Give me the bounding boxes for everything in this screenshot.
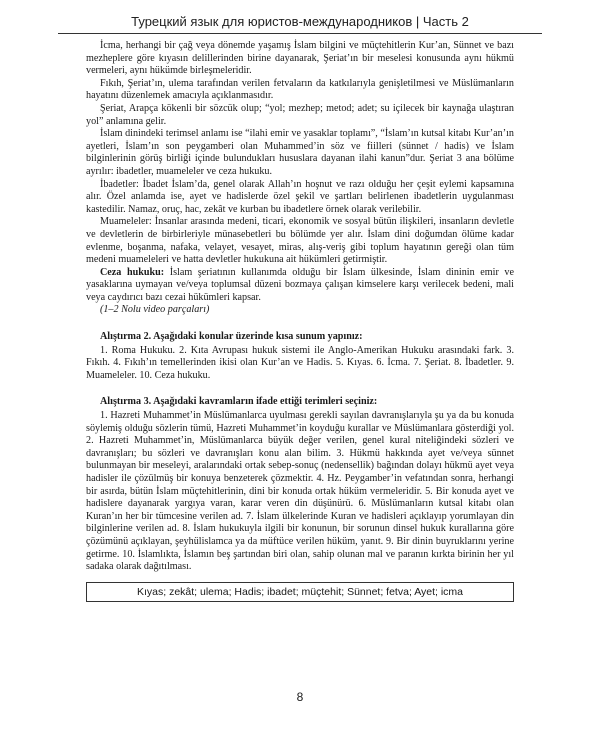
page-number: 8 [296, 690, 304, 704]
exercise-3-body: 1. Hazreti Muhammet’in Müslümanlarca uyulması gerekli sayılan davranışlarıyla şu ya da bu konuda söylemiş olduğu sözlerin tümü, Hazreti Muhammet’in koyduğu kurallar ve Müslümanlara gösterdiği yol. 2. Hazreti Muhammet’in, Müslümanlarca büyük değer verilen, genel kural niteliğindeki sözleri ve davranışları; bu sözleri ve davranışları konu alan bilim. 3. Hükmü hakkında ayet ve/veya sünnet bulunmayan bir meseleyi, aralarındaki ortak sebep-sonuç (nedensellik) bağından dolayı hükmü ayet veya hadisler ile çözülmüş bir konuya benzeterek çözmektir. 4. Hz. Peygamber’in vefatından sonra, herhangi bir asırda, bütün İslam müçtehitlerinin, dini bir konuda ortak hüküm vermeleridir. 5. Bir konuda ayet ve hadislere dayanarak yargıya varan, karar veren din düşünürü. 6. Müslümanların kutsal kitabı olan Kuran’ın her bir tümcesine verilen ad. 7. İslam ülkelerinde Kuran ve hadisleri açıklayıp yorumlayan din bilginlerine verilen ad. 8. İslam hukukuyla ilgili bir konunun, bir sorunun dinsel hukuk kurallarına göre çözümünü açıklayan, şeyhülislamca ya da müftüce verilen hüküm, yanıt. 9. Bir dinin buyruklarını yerine getirme. 10. İslamlıkta, İslamın beş şartından biri olan, sahip olunan mal ve paranın kırkta birinin her yıl sadaka olarak dağıtılması. [86, 410, 514, 573]
paragraph-fikih: Fıkıh, Şeriat’ın, ulema tarafından verilen fetvaların da katkılarıyla genişletilmesi ve Müslümanların hayatını düzenlemek amacıyla açıklanmasıdır. [86, 77, 514, 102]
header-rule [58, 33, 542, 34]
running-header: Турецкий язык для юристов-международников | Часть 2 [131, 14, 469, 29]
exercise-2-body: 1. Roma Hukuku. 2. Kıta Avrupası hukuk sistemi ile Anglo-Amerikan Hukuku arasındaki fark. 3. Fıkıh. 4. Fıkıh’ın temellerinden ikisi olan Kur’an ve Hadis. 5. Kıyas. 6. İcma. 7. Şeriat. 8. İbadetler. 9. Muameleler. 10. Ceza hukuku. [86, 344, 514, 381]
video-note: (1–2 Nolu video parçaları) [100, 304, 210, 316]
paragraph-seriat: Şeriat, Arapça kökenli bir sözcük olup; “yol; mezhep; metod; adet; su içilecek bir kaynağa ulaştıran yol” anlamına gelir. [86, 102, 514, 127]
body-text [86, 40, 514, 602]
exercise-2-title: Alıştırma 2. Aşağıdaki konular üzerinde kısa sunum yapınız: [100, 331, 363, 343]
term-box: Kıyas; zekât; ulema; Hadis; ibadet; müçtehit; Sünnet; fetva; Ayet; icma [86, 582, 514, 602]
paragraph-ceza-hukuku [86, 267, 514, 305]
paragraph-muameleler: Muameleler: İnsanlar arasında medeni, ticari, ekonomik ve sosyal bütün ilişkileri, insanların devletle ve devletlerin de birbirleriyle münasebetleri bu bölümde yer alır. İslam dini doğumdan ölüme kadar evlenme, boşanma, nafaka, velayet, vesayet, miras, alış-veriş gibi toplum hayatının gereği olan tüm medeni muameleleri ve hatta devletler hukukuna ait hükümleri getirmiştir. [86, 216, 514, 266]
paragraph-ibadetler: İbadetler: İbadet İslam’da, genel olarak Allah’ın hoşnut ve razı olduğu her çeşit eylemi kapsamına alır. Özel anlamda ise, ayet ve hadislerde özel şekil ve şartları belirlenen ibadetlerin uygulanması kastedilir. Namaz, oruç, hac, zekât ve kurban bu ibadetlere örnek olarak verilebilir. [86, 178, 514, 215]
ceza-hukuku-text: İslam şeriatının kullanımda olduğu bir İslam ülkesinde, İslam dininin emir ve yasaklarına uymayan ve/veya toplumsal düzeni bozmaya çalışan kimselere karşı verilecek bedeni, mali veya caydırıcı bazı cezai hükümleri kapsar. [86, 266, 514, 303]
exercise-3-title: Alıştırma 3. Aşağıdaki kavramların ifade ettiği terimleri seçiniz: [100, 396, 378, 408]
paragraph-seriat-meaning: İslam dinindeki terimsel anlamı ise “ilahi emir ve yasaklar toplamı”, “İslam’ın kutsal kitabı Kur’an’ın ayetleri, İslam’ın son peygamberi olan Muhammed’in söz ve fiilleri (sünnet / hadis) ve İslam bilginlerinin görüş birliği içinde bulundukları hususlara dayanan ilahi kanun”dur. Şeriat 3 ana bölüme ayrılır: ibadetler, muameleler ve ceza hukuku. [86, 128, 514, 177]
ceza-hukuku-label: Ceza hukuku: [100, 266, 165, 278]
paragraph-icma: İcma, herhangi bir çağ veya dönemde yaşamış İslam bilgini ve müçtehitlerin Kur’an, Sünnet ve bazı mezheplere göre kıyasın delillerinden birine dayanarak, Şeriat’ın bir meselesi konusunda aynı hükmü vermeleri, aynı hükümde birleşmeleridir. [86, 40, 514, 77]
